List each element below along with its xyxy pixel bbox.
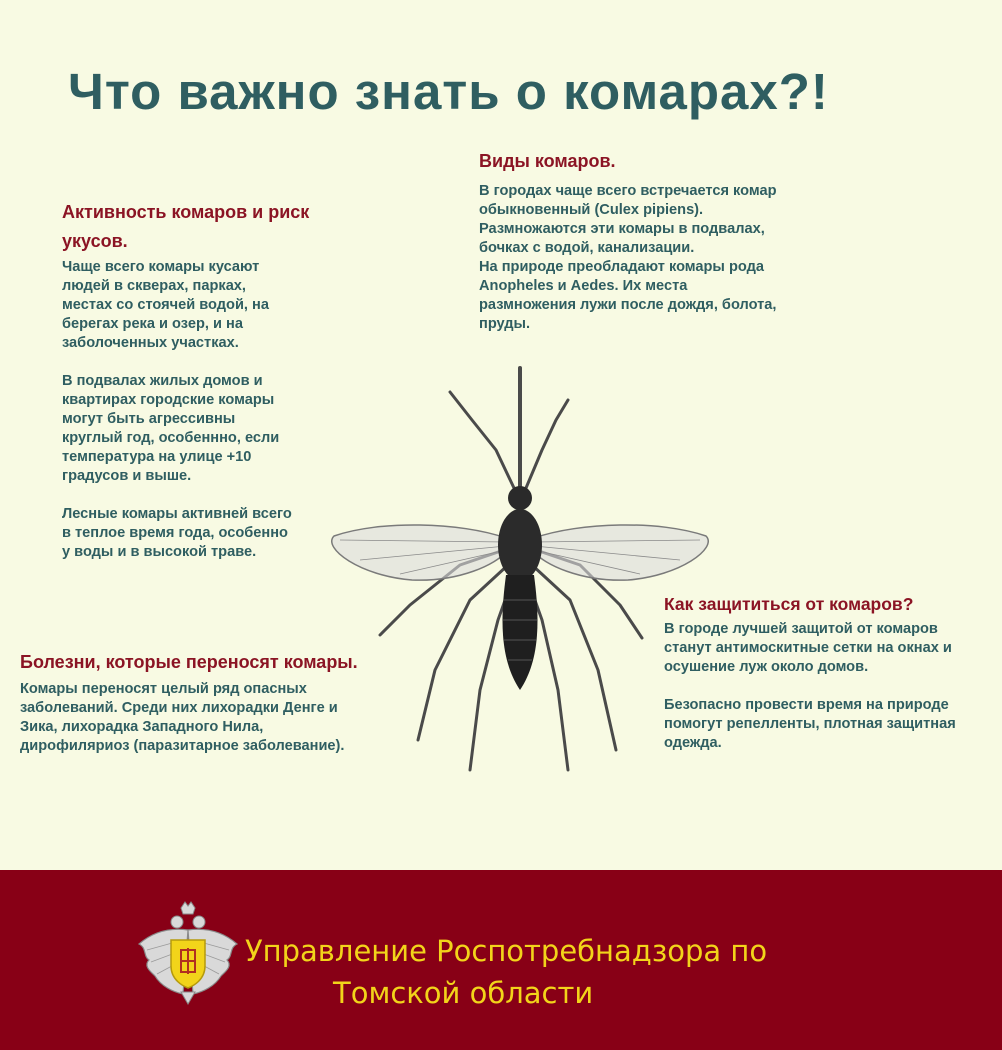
- page-title: Что важно знать о комарах?!: [68, 63, 829, 120]
- activity-paragraph: В подвалах жилых домов и квартирах городские комары могут быть агрессивны круглый год, особеннно, если температура на улице +10 градусов и выше.: [62, 373, 280, 484]
- diseases-paragraph: Комары переносят целый ряд опасных заболеваний. Среди них лихорадки Денге и Зика, лихорадка Западного Нила, дирофиляриоз (паразитарное заболевание).: [20, 681, 345, 754]
- species-heading: Виды комаров.: [479, 151, 616, 171]
- species-paragraph: В городах чаще всего встречается комар обыкновенный (Culex pipiens). Размножаются эти комары в подвалах, бочках с водой, канализации. На природе преобладают комары рода Anopheles и Aedes. Их места размножения лужи после дождя, болота, пруды.: [479, 183, 777, 332]
- protect-heading: Как защититься от комаров?: [664, 594, 914, 614]
- activity-paragraph: Лесные комары активней всего в теплое время года, особенно у воды и в высокой траве.: [62, 506, 292, 560]
- protect-paragraph: В городе лучшей защитой от комаров станут антимоскитные сетки на окнах и осушение луж около домов.: [664, 621, 952, 675]
- emblem-icon: [133, 900, 243, 1010]
- org-name-line2: Томской области: [333, 976, 594, 1010]
- activity-paragraph: Чаще всего комары кусают людей в скверах, парках, местах со стоячей водой, на берегах река и озер, и на заболоченных участках.: [62, 259, 269, 351]
- protect-paragraph: Безопасно провести время на природе помогут репелленты, плотная защитная одежда.: [664, 697, 956, 751]
- org-name-line1: Управление Роспотребнадзора по: [245, 934, 768, 968]
- section-protect: [664, 590, 1002, 772]
- footer-banner: [0, 870, 1002, 1050]
- section-diseases: [20, 648, 400, 775]
- activity-heading: Активность комаров и риск укусов.: [62, 202, 310, 251]
- diseases-heading: Болезни, которые переносят комары.: [20, 652, 358, 672]
- section-species: [479, 147, 839, 353]
- section-activity: [62, 198, 342, 581]
